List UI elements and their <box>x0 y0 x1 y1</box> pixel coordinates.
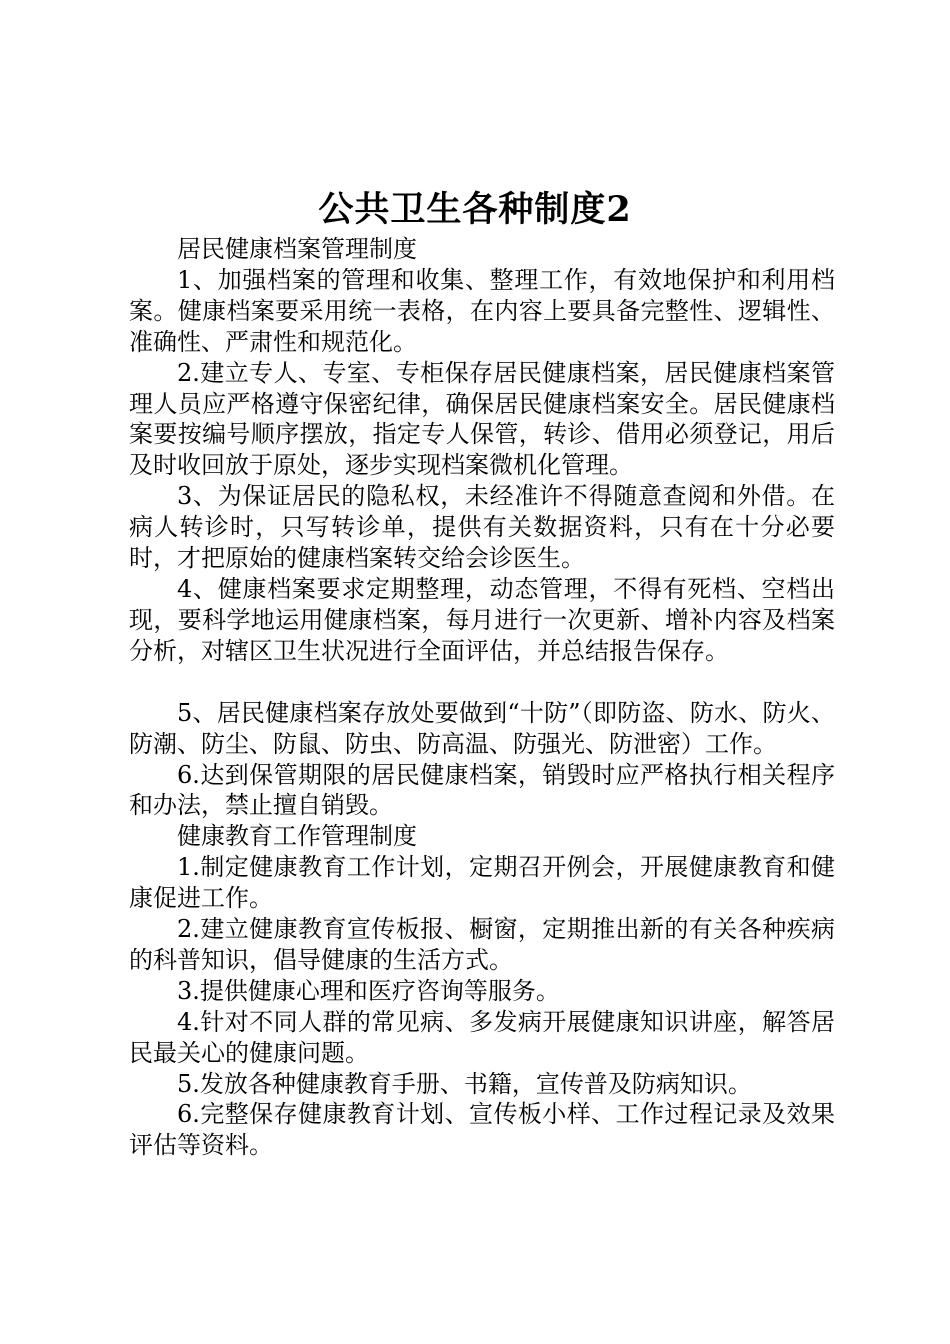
paragraph: 3.提供健康心理和医疗咨询等服务。 <box>177 976 560 1005</box>
paragraph: 2.建立专人、专室、专柜保存居民健康档案，居民健康档案管理人员应严格遵守保密纪律，确保居民健康档案安全。居民健康档案要按编号顺序摆放，指定专人保管，转诊、借用必须登记，用后及时收回放于原处，逐步实现档案微机化管理。 <box>129 358 835 480</box>
paragraph: 2.建立健康教育宣传板报、橱窗，定期推出新的有关各种疾病的科普知识，倡导健康的生活方式。 <box>129 915 835 974</box>
paragraph: 4.针对不同人群的常见病、多发病开展健康知识讲座，解答居民最关心的健康问题。 <box>129 1007 835 1067</box>
section-heading: 健康教育工作管理制度 <box>177 822 417 851</box>
paragraph: 5、居民健康档案存放处要做到“十防”（即防盗、防水、防火、防潮、防尘、防鼠、防虫、防高温、防强光、防泄密）工作。 <box>129 698 835 758</box>
paragraph: 5.发放各种健康教育手册、书籍，宣传普及防病知识。 <box>177 1069 752 1098</box>
paragraph: 6.达到保管期限的居民健康档案，销毁时应严格执行相关程序和办法，禁止擅自销毁。 <box>129 760 835 820</box>
document-body <box>129 234 835 1161</box>
paragraph: 1.制定健康教育工作计划，定期召开例会，开展健康教育和健康促进工作。 <box>129 853 835 913</box>
paragraph: 1、加强档案的管理和收集、整理工作，有效地保护和利用档案。健康档案要采用统一表格，在内容上要具备完整性、逻辑性、准确性、严肃性和规范化。 <box>129 265 835 356</box>
blank-line <box>129 667 835 698</box>
paragraph: 4、健康档案要求定期整理，动态管理，不得有死档、空档出现，要科学地运用健康档案，每月进行一次更新、增补内容及档案分析，对辖区卫生状况进行全面评估，并总结报告保存。 <box>129 574 835 665</box>
document-title: 公共卫生各种制度2 <box>318 189 632 230</box>
paragraph: 3、为保证居民的隐私权，未经准许不得随意查阅和外借。在病人转诊时，只写转诊单，提供有关数据资料，只有在十分必要时，才把原始的健康档案转交给会诊医生。 <box>129 482 835 573</box>
paragraph: 6.完整保存健康教育计划、宣传板小样、工作过程记录及效果评估等资料。 <box>129 1100 835 1160</box>
section-heading: 居民健康档案管理制度 <box>177 235 417 263</box>
